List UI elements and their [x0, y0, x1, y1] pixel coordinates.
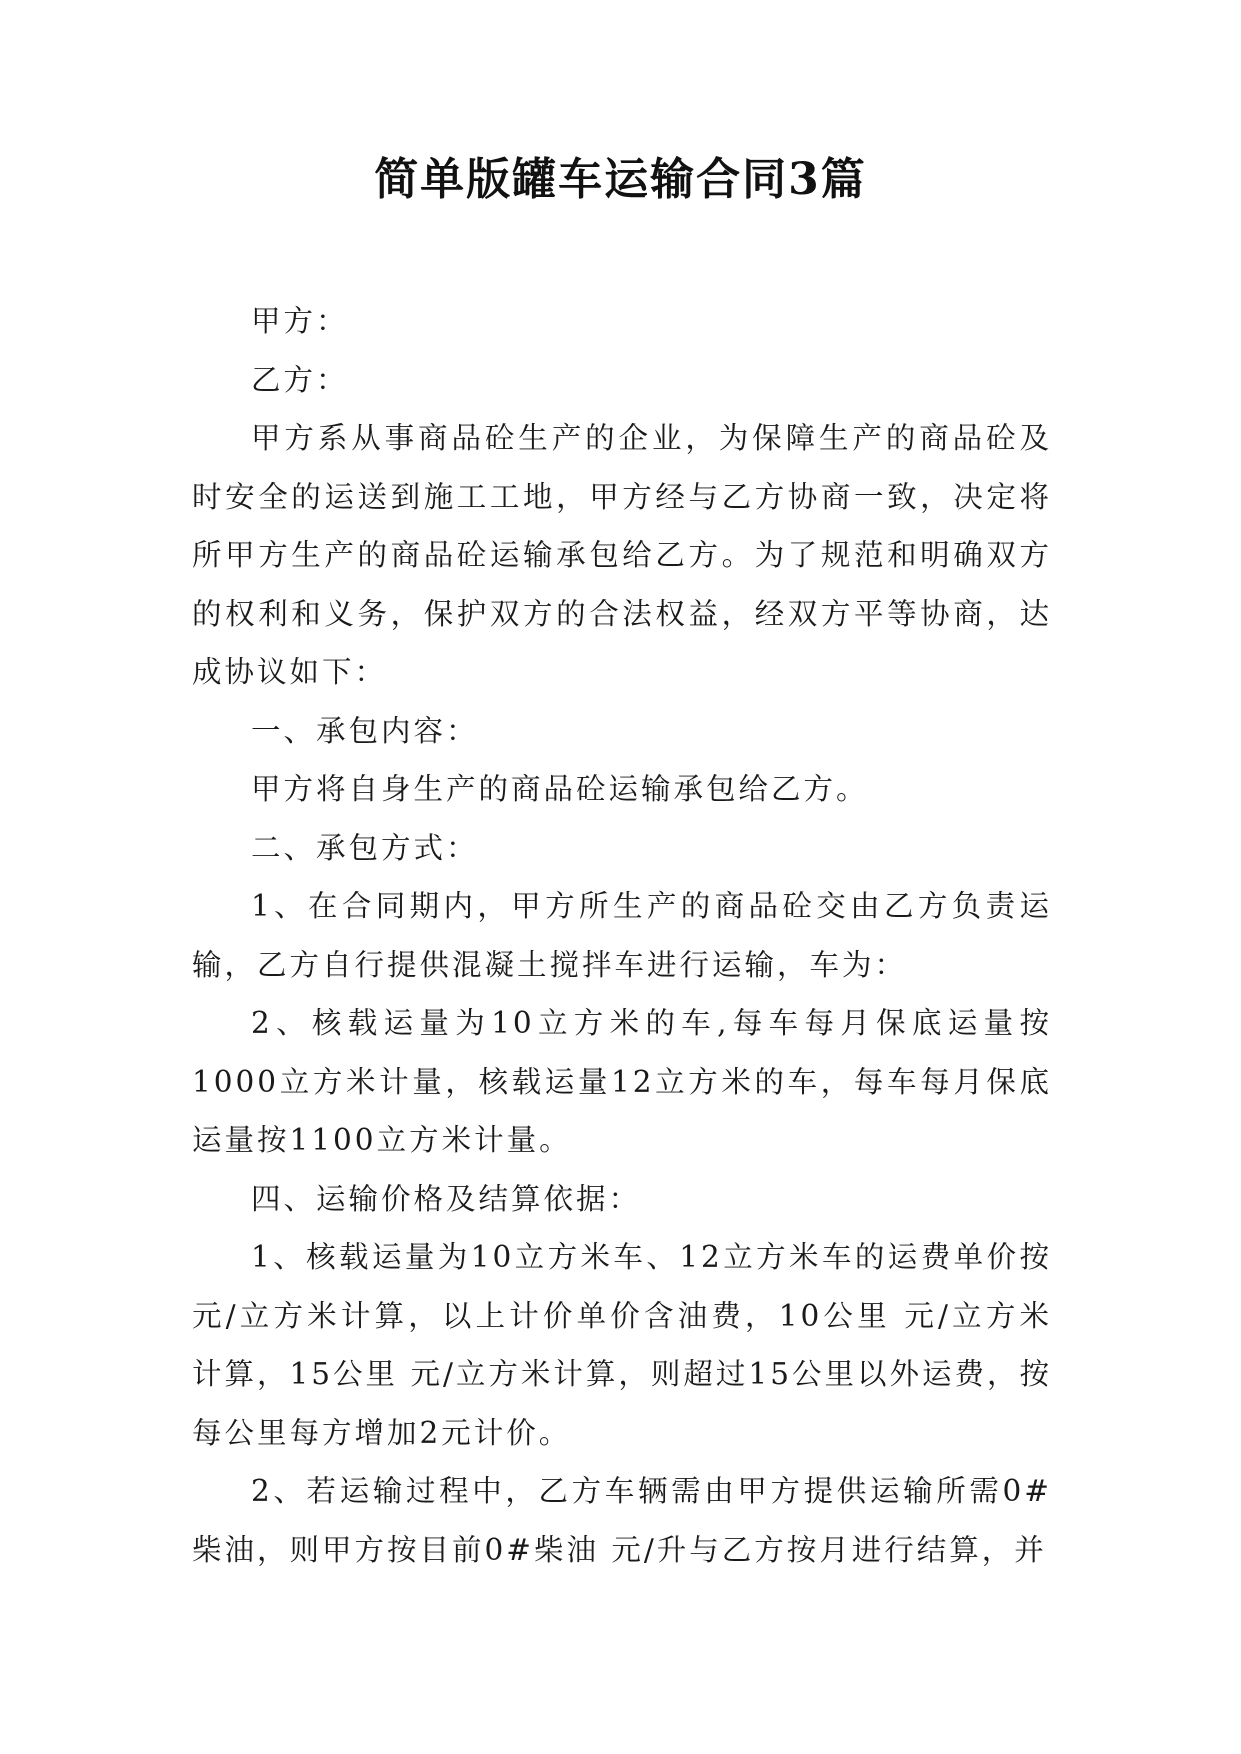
party-a-line: 甲方： [251, 304, 349, 338]
clause-pricing-2: 2、若运输过程中，乙方车辆需由甲方提供运输所需0#柴油，则甲方按目前0#柴油 元/升与乙方按月进行结算，并 [192, 1474, 1052, 1567]
party-b-line: 乙方： [251, 362, 349, 397]
clause-method-1: 1、在合同期内，甲方所生产的商品砼交由乙方负责运输，乙方自行提供混凝土搅拌车进行运输，车为： [192, 889, 1052, 982]
section-heading-pricing: 四、运输价格及结算依据： [251, 1181, 642, 1216]
clause-method-2: 2、核载运量为10立方米的车,每车每月保底运量按1000立方米计量，核载运量12立方米的车，每车每月保底运量按1100立方米计量。 [192, 1006, 1052, 1157]
document-body [192, 292, 1052, 1579]
document-title: 简单版罐车运输合同3篇 [374, 154, 867, 205]
section-heading-contract-method: 二、承包方式： [251, 830, 479, 865]
preamble-paragraph: 甲方系从事商品砼生产的企业，为保障生产的商品砼及时安全的运送到施工工地，甲方经与乙方协商一致，决定将所甲方生产的商品砼运输承包给乙方。为了规范和明确双方的权利和义务，保护双方的合法权益，经双方平等协商，达成协议如下： [192, 421, 1052, 689]
clause-pricing-1: 1、核载运量为10立方米车、12立方米车的运费单价按 元/立方米计算，以上计价单价含油费，10公里 元/立方米计算，15公里 元/立方米计算，则超过15公里以外运费，按每公里每方增加2元计价。 [192, 1240, 1052, 1450]
paragraph-contract-content: 甲方将自身生产的商品砼运输承包给乙方。 [251, 772, 869, 806]
section-heading-contract-content: 一、承包内容： [251, 713, 479, 748]
